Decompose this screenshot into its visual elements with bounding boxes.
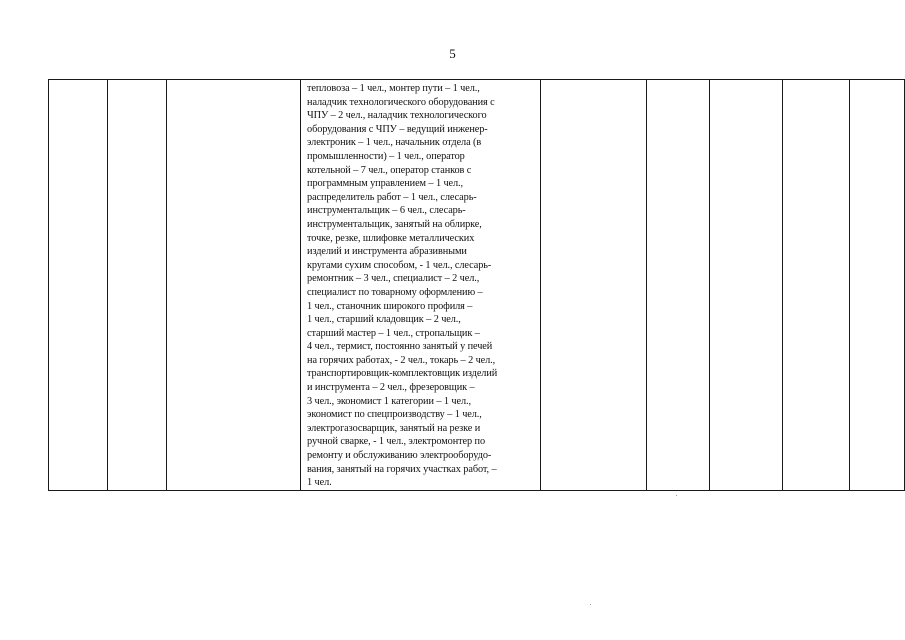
table-cell-empty	[849, 80, 904, 491]
table-cell-empty	[709, 80, 783, 491]
text-line: распределитель работ – 1 чел., слесарь-	[307, 191, 477, 203]
text-line: ЧПУ – 2 чел., наладчик технологического	[307, 110, 487, 122]
text-line: экономист по спецпроизводству – 1 чел.,	[307, 409, 482, 421]
table-cell-empty	[166, 80, 300, 491]
staff-table	[48, 79, 905, 491]
table-cell-empty	[49, 80, 108, 491]
text-line: кругами сухим способом, - 1 чел., слесарь-	[307, 259, 492, 271]
table-cell-empty	[647, 80, 710, 491]
text-line: 1 чел.	[307, 477, 332, 489]
table-cell-empty	[783, 80, 849, 491]
text-line: котельной – 7 чел., оператор станков с	[307, 164, 472, 176]
text-line: наладчик технологического оборудования с	[307, 96, 495, 108]
table-cell-empty	[107, 80, 166, 491]
text-line: 4 чел., термист, постоянно занятый у печей	[307, 341, 493, 353]
text-line: вания, занятый на горячих участках работ, –	[307, 463, 497, 475]
text-line: изделий и инструмента абразивными	[307, 246, 467, 258]
text-line: на горячих работах, - 2 чел., токарь – 2 чел.,	[307, 354, 496, 366]
text-line: ремонту и обслуживанию электрооборудо-	[307, 450, 492, 462]
text-line: специалист по товарному оформлению –	[307, 286, 483, 298]
text-line: 1 чел., старший кладовщик – 2 чел.,	[307, 314, 461, 326]
text-line: тепловоза – 1 чел., монтер пути – 1 чел.,	[307, 83, 480, 94]
page-number: 5	[449, 46, 456, 61]
text-line: электроник – 1 чел., начальник отдела (в	[307, 137, 482, 149]
text-line: старший мастер – 1 чел., стропальщик –	[307, 327, 480, 339]
text-line: и инструмента – 2 чел., фрезеровщик –	[307, 382, 475, 394]
scan-speck	[590, 604, 591, 605]
scan-speck	[676, 495, 677, 496]
positions-text	[307, 82, 536, 490]
table-cell-empty	[540, 80, 647, 491]
text-line: 3 чел., экономист 1 категории – 1 чел.,	[307, 395, 471, 407]
table-cell-positions	[301, 80, 541, 491]
text-line: электрогазосварщик, занятый на резке и	[307, 422, 481, 434]
text-line: ручной сварке, - 1 чел., электромонтер по	[307, 436, 485, 448]
table-row	[49, 80, 905, 491]
text-line: оборудования с ЧПУ – ведущий инженер-	[307, 123, 488, 135]
text-line: инструментальщик – 6 чел., слесарь-	[307, 205, 466, 217]
text-line: программным управлением – 1 чел.,	[307, 178, 464, 190]
text-line: 1 чел., станочник широкого профиля –	[307, 300, 473, 312]
text-line: инструментальщик, занятый на облирке,	[307, 218, 482, 230]
text-line: промышленности) – 1 чел., оператор	[307, 150, 465, 162]
text-line: транспортировщик-комплектовщик изделий	[307, 368, 498, 380]
text-line: ремонтник – 3 чел., специалист – 2 чел.,	[307, 273, 480, 285]
text-line: точке, резке, шлифовке металлических	[307, 232, 475, 244]
